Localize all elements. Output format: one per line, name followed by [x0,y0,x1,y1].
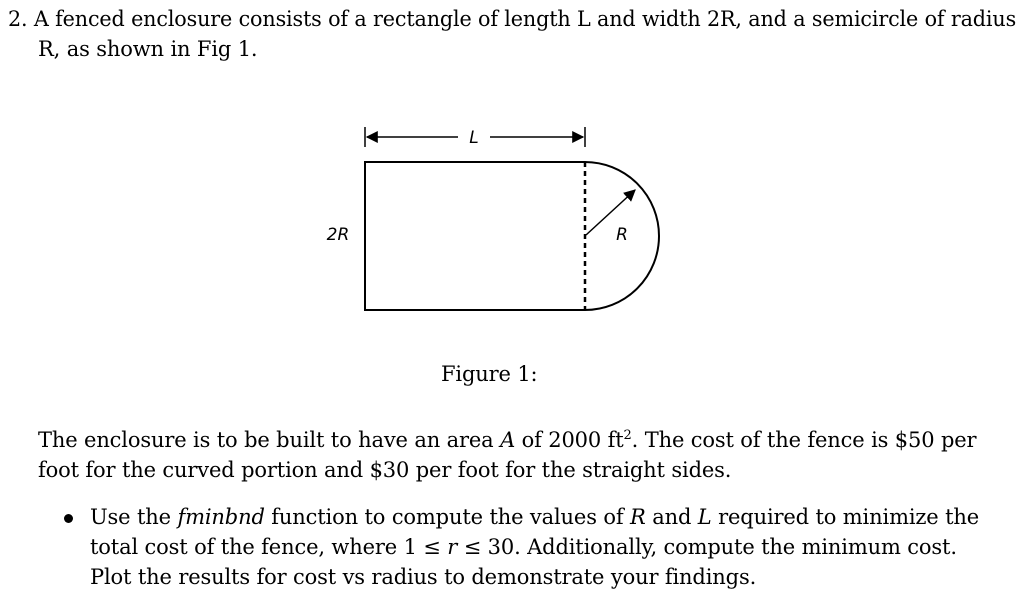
exponent: 2 [623,428,632,443]
bullet-text: Use the [90,505,178,529]
bullet-text: required to minimize the [711,505,980,529]
bullet-text: ≤ 30. Additionally, compute the minimum cost. [457,535,957,559]
figure-caption: Figure 1: [441,362,538,386]
bullet-text: function to compute the values of [264,505,631,529]
function-name: fminbnd [177,505,265,529]
paragraph-line-1 [38,425,976,455]
r-variable: r [447,535,458,559]
bullet-text: and [645,505,698,529]
paragraph-text: of 2000 ft [515,428,624,452]
radius-label: R [616,225,628,245]
bullet-line-1 [90,502,979,532]
problem-statement-line-1: 2. A fenced enclosure consists of a rectangle of length L and width 2R, and a semicircle of radius [8,7,1017,31]
paragraph-text: . The cost of the fence is $50 per [631,428,977,452]
length-label: L [469,128,479,148]
bullet-text: total cost of the fence, where 1 ≤ [90,535,448,559]
radius-variable: R [630,505,646,529]
length-variable: L [697,505,712,529]
width-label: 2R [326,225,350,245]
paragraph-text: The enclosure is to be built to have an area [38,428,501,452]
problem-statement-line-2: R, as shown in Fig 1. [38,37,258,61]
paragraph-line-2: foot for the curved portion and $30 per foot for the straight sides. [38,458,732,482]
bullet-line-2 [90,532,957,562]
length-dimension [365,127,585,148]
enclosure-figure [300,118,680,328]
area-variable: A [500,428,516,452]
rectangle-outline [365,162,585,310]
bullet-line-3: Plot the results for cost vs radius to demonstrate your findings. [90,565,757,589]
bullet-point-icon [64,514,73,523]
